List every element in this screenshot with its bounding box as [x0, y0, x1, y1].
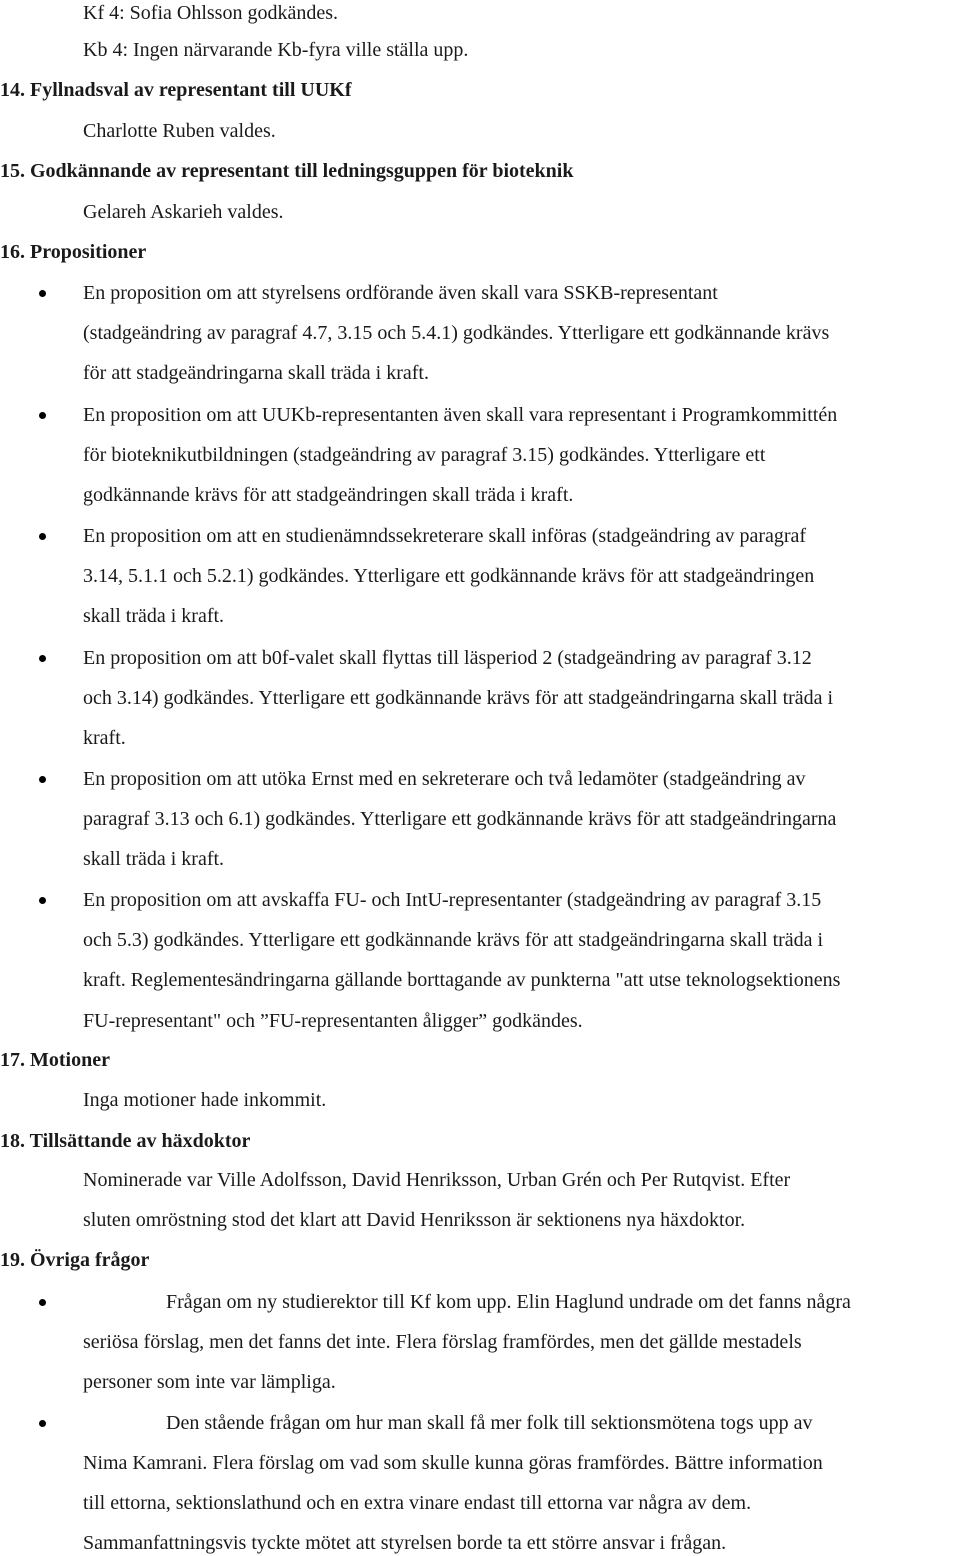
- ovriga-fragor-1-line-2: seriösa förslag, men det fanns det inte. Flera förslag framfördes, men det gällde mestadels: [83, 1331, 802, 1353]
- ovriga-fragor-2-line-4: Sammanfattningsvis tyckte mötet att styrelsen borde ta ett större ansvar i frågan.: [83, 1532, 727, 1554]
- bullet-icon: [39, 655, 46, 662]
- proposition-6-line-3: kraft. Reglementesändringarna gällande borttagande av punkterna "att utse teknologsektionens: [83, 969, 841, 991]
- proposition-4-line-3: kraft.: [83, 727, 126, 749]
- bullet-icon: [39, 533, 46, 540]
- proposition-5-line-3: skall träda i kraft.: [83, 848, 225, 870]
- proposition-1-line-3: för att stadgeändringarna skall träda i kraft.: [83, 362, 429, 384]
- proposition-5-line-2: paragraf 3.13 och 6.1) godkändes. Ytterligare ett godkännande krävs för att stadgeändringarna: [83, 808, 837, 830]
- bullet-icon: [39, 1420, 46, 1427]
- ovriga-fragor-2-line-2: Nima Kamrani. Flera förslag om vad som skulle kunna göras framfördes. Bättre information: [83, 1452, 823, 1474]
- proposition-5-line-1: En proposition om att utöka Ernst med en sekreterare och två ledamöter (stadgeändring av: [83, 768, 806, 790]
- ovriga-fragor-1-line-1: Frågan om ny studierektor till Kf kom upp. Elin Haglund undrade om det fanns några: [166, 1291, 851, 1313]
- section-15-text: Gelareh Askarieh valdes.: [83, 201, 284, 223]
- proposition-4-line-2: och 3.14) godkändes. Ytterligare ett godkännande krävs för att stadgeändringarna skall träda i: [83, 687, 834, 709]
- kb4-result-line: Kb 4: Ingen närvarande Kb-fyra ville ställa upp.: [83, 39, 469, 61]
- proposition-6-line-1: En proposition om att avskaffa FU- och IntU-representanter (stadgeändring av paragraf 3.15: [83, 889, 822, 911]
- bullet-icon: [39, 1299, 46, 1306]
- section-18-line-2: sluten omröstning stod det klart att David Henriksson är sektionens nya häxdoktor.: [83, 1209, 746, 1231]
- section-19-heading: 19. Övriga frågor: [0, 1249, 150, 1271]
- proposition-2-line-2: för bioteknikutbildningen (stadgeändring av paragraf 3.15) godkändes. Ytterligare ett: [83, 444, 766, 466]
- proposition-2-line-3: godkännande krävs för att stadgeändringen skall träda i kraft.: [83, 484, 574, 506]
- proposition-3-line-1: En proposition om att en studienämndssekreterare skall införas (stadgeändring av paragraf: [83, 525, 807, 547]
- section-16-heading: 16. Propositioner: [0, 241, 147, 263]
- section-18-heading: 18. Tillsättande av häxdoktor: [0, 1130, 251, 1152]
- bullet-icon: [39, 290, 46, 297]
- section-14-text: Charlotte Ruben valdes.: [83, 120, 276, 142]
- proposition-1-line-1: En proposition om att styrelsens ordförande även skall vara SSKB-representant: [83, 282, 718, 304]
- ovriga-fragor-2-line-3: till ettorna, sektionslathund och en extra vinare endast till ettorna var några av dem.: [83, 1492, 752, 1514]
- ovriga-fragor-1-line-3: personer som inte var lämpliga.: [83, 1371, 336, 1393]
- proposition-3-line-2: 3.14, 5.1.1 och 5.2.1) godkändes. Ytterligare ett godkännande krävs för att stadgeändringen: [83, 565, 815, 587]
- kf4-result-line: Kf 4: Sofia Ohlsson godkändes.: [83, 2, 338, 24]
- section-18-line-1: Nominerade var Ville Adolfsson, David Henriksson, Urban Grén och Per Rutqvist. Efter: [83, 1169, 791, 1191]
- bullet-icon: [39, 776, 46, 783]
- section-17-heading: 17. Motioner: [0, 1049, 110, 1071]
- proposition-4-line-1: En proposition om att b0f-valet skall flyttas till läsperiod 2 (stadgeändring av paragraf 3.12: [83, 647, 812, 669]
- section-14-heading: 14. Fyllnadsval av representant till UUKf: [0, 79, 352, 101]
- ovriga-fragor-2-line-1: Den stående frågan om hur man skall få mer folk till sektionsmötena togs upp av: [166, 1412, 813, 1434]
- proposition-3-line-3: skall träda i kraft.: [83, 605, 225, 627]
- proposition-6-line-4: FU-representant" och ”FU-representanten åligger” godkändes.: [83, 1010, 583, 1032]
- bullet-icon: [39, 412, 46, 419]
- proposition-2-line-1: En proposition om att UUKb-representanten även skall vara representant i Programkommittén: [83, 404, 838, 426]
- section-17-text: Inga motioner hade inkommit.: [83, 1089, 327, 1111]
- proposition-6-line-2: och 5.3) godkändes. Ytterligare ett godkännande krävs för att stadgeändringarna skall träda i: [83, 929, 824, 951]
- proposition-1-line-2: (stadgeändring av paragraf 4.7, 3.15 och 5.4.1) godkändes. Ytterligare ett godkännande krävs: [83, 322, 830, 344]
- bullet-icon: [39, 897, 46, 904]
- section-15-heading: 15. Godkännande av representant till ledningsguppen för bioteknik: [0, 160, 574, 182]
